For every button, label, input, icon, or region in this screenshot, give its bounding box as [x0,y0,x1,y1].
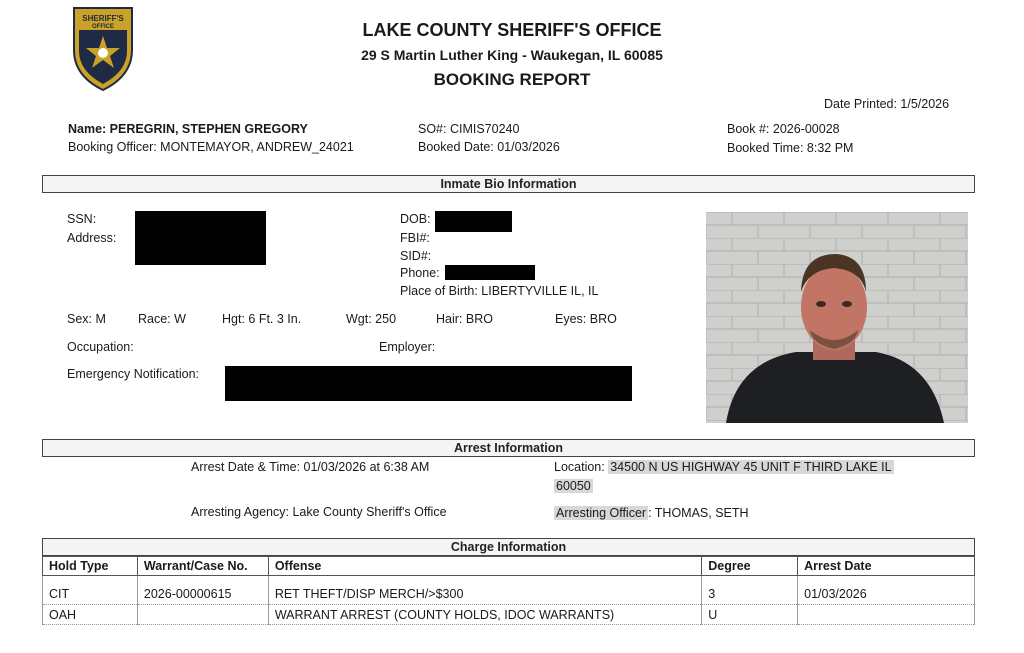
svg-text:SHERIFF'S: SHERIFF'S [82,14,124,23]
arrest-date-cell: 01/03/2026 [798,585,975,605]
arrest-location-zip [554,479,593,493]
redacted-ssn-address [135,211,266,265]
so-number: SO#: CIMIS70240 [418,122,520,136]
arresting-officer [554,506,749,520]
location-line-1: 34500 N US HIGHWAY 45 UNIT F THIRD LAKE IL [610,460,892,474]
inmate-photo [706,212,968,423]
col-warrant-case: Warrant/Case No. [137,557,268,576]
eyes-field: Eyes: BRO [555,312,617,326]
agency-title: LAKE COUNTY SHERIFF'S OFFICE [362,20,662,40]
arrest-section-header: Arrest Information [42,439,975,457]
emergency-notification-label: Emergency Notification: [67,367,200,381]
warrant-case-cell [137,605,268,625]
report-title: BOOKING REPORT [433,70,591,89]
bio-section-header: Inmate Bio Information [42,175,975,193]
dob-label: DOB: [400,212,431,226]
table-row [43,585,975,605]
date-printed: Date Printed: 1/5/2026 [824,97,950,111]
arrest-date-time: Arrest Date & Time: 01/03/2026 at 6:38 AM [191,460,430,474]
location-line-2: 60050 [556,479,591,493]
sid-label: SID#: [400,249,432,263]
redacted-dob [435,211,512,232]
book-number: Book #: 2026-00028 [727,122,840,136]
booked-date: Booked Date: 01/03/2026 [418,140,560,154]
degree-cell: 3 [702,585,798,605]
charges-header-row [43,557,975,576]
col-offense: Offense [268,557,701,576]
booked-time: Booked Time: 8:32 PM [727,141,854,155]
table-row [43,605,975,625]
arrest-date-cell [798,605,975,625]
race-field: Race: W [138,312,186,326]
arresting-agency: Arresting Agency: Lake County Sheriff's Office [191,505,447,519]
agency-address: 29 S Martin Luther King - Waukegan, IL 60085 [361,47,663,63]
phone-label: Phone: [400,266,440,280]
arresting-officer-label: Arresting Officer [556,506,647,520]
address-label: Address: [67,231,117,245]
sex-field: Sex: M [67,312,106,326]
warrant-case-cell: 2026-00000615 [137,585,268,605]
col-hold-type: Hold Type [43,557,138,576]
col-degree: Degree [702,557,798,576]
redacted-phone [445,265,535,280]
place-of-birth: Place of Birth: LIBERTYVILLE IL, IL [400,284,599,298]
arrest-location [554,460,894,474]
degree-cell: U [702,605,798,625]
height-field: Hgt: 6 Ft. 3 In. [222,312,302,326]
location-label: Location: [554,460,605,474]
offense-cell: RET THEFT/DISP MERCH/>$300 [268,585,701,605]
svg-text:OFFICE: OFFICE [92,24,114,30]
col-arrest-date: Arrest Date [798,557,975,576]
hold-type-cell: CIT [43,585,138,605]
ssn-label: SSN: [67,212,97,226]
hold-type-cell: OAH [43,605,138,625]
weight-field: Wgt: 250 [346,312,397,326]
charge-section-header: Charge Information [42,538,975,556]
employer-label: Employer: [379,340,436,354]
booking-officer: Booking Officer: MONTEMAYOR, ANDREW_24021 [68,140,354,154]
redacted-emergency-contact [225,366,632,401]
hair-field: Hair: BRO [436,312,493,326]
fbi-label: FBI#: [400,231,430,245]
occupation-label: Occupation: [67,340,134,354]
inmate-name: Name: PEREGRIN, STEPHEN GREGORY [68,122,308,136]
charges-table [42,556,975,625]
arresting-officer-name: : THOMAS, SETH [648,506,749,520]
offense-cell: WARRANT ARREST (COUNTY HOLDS, IDOC WARRANTS) [268,605,701,625]
